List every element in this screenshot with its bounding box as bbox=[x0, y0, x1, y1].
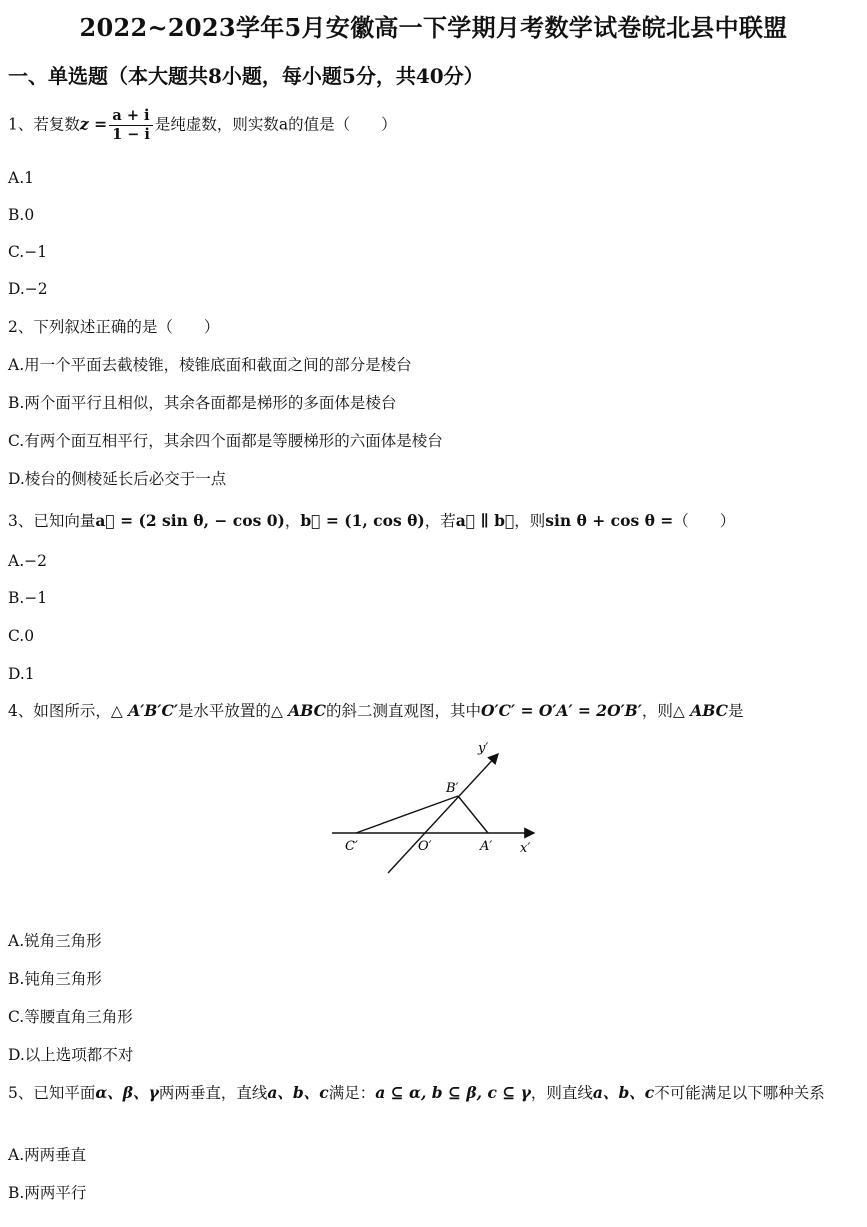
q4-triangle-abc: △ ABC bbox=[270, 701, 327, 720]
q4-condition: O′C′ = O′A′ = 2O′B′ bbox=[481, 701, 642, 720]
q4-part-1: 4、如图所示， bbox=[8, 702, 111, 720]
q5-part-5: 不可能满足以下哪种关系 bbox=[654, 1084, 825, 1102]
q5-part-2: 两两垂直，直线 bbox=[158, 1084, 268, 1102]
q3-vector-b: b⃗ = (1, cos θ) bbox=[300, 511, 425, 530]
q4-part-2: 是水平放置的 bbox=[177, 702, 271, 720]
q3-part-3: ，若 bbox=[424, 512, 456, 530]
q2-option-c: C.有两个面互相平行，其余四个面都是等腰梯形的六面体是棱台 bbox=[8, 432, 443, 450]
q1-prefix: 1、若复数 bbox=[8, 115, 80, 134]
q5-part-1: 5、已知平面 bbox=[8, 1084, 96, 1102]
label-x-prime: x′ bbox=[520, 841, 531, 856]
q4-option-c: C.等腰直角三角形 bbox=[8, 1008, 133, 1026]
q2-option-b: B.两个面平行且相似，其余各面都是梯形的多面体是棱台 bbox=[8, 394, 397, 412]
q3-vector-a: a⃗ = (2 sin θ, − cos 0) bbox=[95, 511, 285, 530]
q5-option-a: A.两两垂直 bbox=[8, 1146, 87, 1164]
q5-option-b: B.两两平行 bbox=[8, 1184, 87, 1202]
label-o-prime: O′ bbox=[418, 839, 432, 854]
question-3-stem bbox=[8, 511, 735, 531]
q5-condition: a ⊆ α, b ⊆ β, c ⊆ γ bbox=[375, 1083, 531, 1102]
q1-z-eq: z = bbox=[79, 114, 108, 134]
q4-part-5: 是 bbox=[727, 702, 744, 720]
q1-numerator: a + i bbox=[109, 107, 153, 126]
section-heading: 一、单选题（本大题共8小题，每小题5分，共40分） bbox=[8, 64, 484, 88]
q3-expression: sin θ + cos θ = bbox=[545, 511, 674, 530]
q1-option-b: B.0 bbox=[8, 206, 35, 224]
label-y-prime: y′ bbox=[478, 741, 489, 756]
question-4-stem bbox=[8, 701, 743, 721]
q1-denominator: 1 − i bbox=[112, 126, 150, 143]
q5-part-4: ，则直线 bbox=[530, 1084, 593, 1102]
q1-suffix: 是纯虚数，则实数a的值是（ ） bbox=[154, 115, 397, 134]
q5-lines: a、b、c bbox=[267, 1083, 329, 1102]
q4-part-3: 的斜二测直观图，其中 bbox=[326, 702, 482, 720]
segment-b-a bbox=[458, 796, 488, 833]
q5-planes: α、β、γ bbox=[95, 1083, 159, 1102]
y-axis bbox=[388, 754, 498, 873]
q3-option-c: C.0 bbox=[8, 627, 35, 645]
q3-option-b: B.−1 bbox=[8, 589, 48, 607]
q1-option-d: D.−2 bbox=[8, 280, 48, 298]
q5-lines-2: a、b、c bbox=[592, 1083, 655, 1102]
q4-option-a: A.锐角三角形 bbox=[8, 932, 102, 950]
question-1-stem bbox=[8, 107, 397, 144]
label-c-prime: C′ bbox=[345, 839, 358, 854]
page-title: 2022~2023学年5月安徽高一下学期月考数学试卷皖北县中联盟 bbox=[79, 13, 788, 42]
q4-option-b: B.钝角三角形 bbox=[8, 970, 102, 988]
q3-parallel: a⃗ ∥ b⃗ bbox=[455, 511, 515, 530]
q3-option-a: A.−2 bbox=[8, 552, 47, 570]
q3-option-d: D.1 bbox=[8, 665, 35, 683]
q4-triangle-prime: △ A′B′C′ bbox=[110, 701, 178, 720]
q3-part-4: ，则 bbox=[514, 512, 546, 530]
q4-triangle-abc-2: △ ABC bbox=[672, 701, 728, 720]
q3-part-1: 3、已知向量 bbox=[8, 512, 96, 530]
question-2-stem: 2、下列叙述正确的是（ ） bbox=[8, 318, 220, 336]
q2-option-a: A.用一个平面去截棱锥，棱锥底面和截面之间的部分是棱台 bbox=[8, 356, 412, 374]
q5-part-3: 满足： bbox=[328, 1084, 376, 1102]
q3-part-2: ， bbox=[284, 512, 301, 530]
q1-option-c: C.−1 bbox=[8, 243, 48, 261]
question-5-stem bbox=[8, 1082, 853, 1104]
q4-option-d: D.以上选项都不对 bbox=[8, 1046, 134, 1064]
q4-part-4: ，则 bbox=[641, 702, 673, 720]
label-a-prime: A′ bbox=[480, 839, 493, 854]
label-b-prime: B′ bbox=[446, 781, 459, 796]
q1-option-a: A.1 bbox=[8, 169, 34, 187]
oblique-projection-figure bbox=[326, 732, 546, 877]
q2-option-d: D.棱台的侧棱延长后必交于一点 bbox=[8, 470, 227, 488]
q3-part-5: （ ） bbox=[673, 512, 736, 530]
q1-fraction bbox=[109, 107, 153, 144]
